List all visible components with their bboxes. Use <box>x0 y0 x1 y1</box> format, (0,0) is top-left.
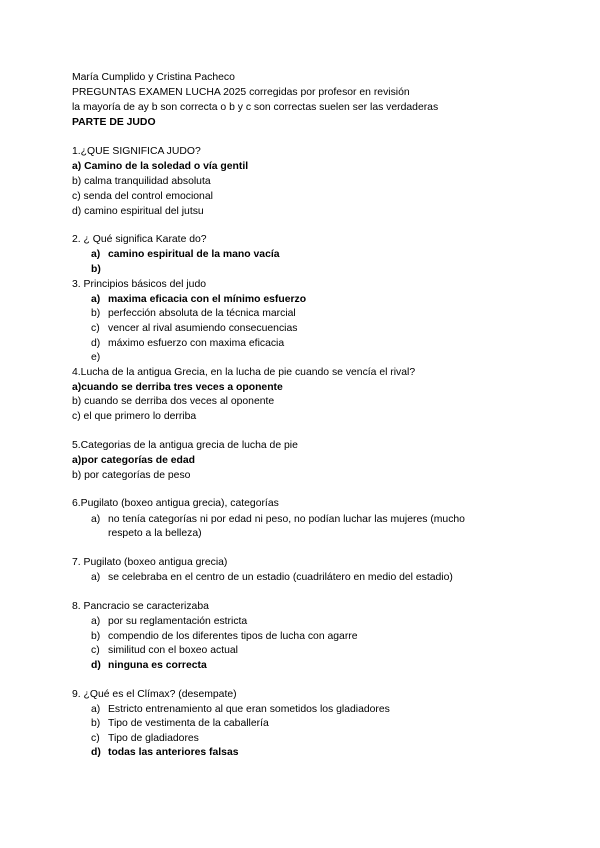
q2-option-a: camino espiritual de la mano vacía <box>108 249 280 260</box>
q3-option-b: perfección absoluta de la técnica marcial <box>108 308 296 319</box>
q1-option-a: a) Camino de la soledad o vía gentil <box>72 161 249 172</box>
q1-option-d: d) camino espiritual del jutsu <box>72 206 204 217</box>
q3-marker-e: e) <box>91 352 101 363</box>
question-6: 6.Pugilato (boxeo antigua grecia), categorías <box>72 498 279 509</box>
q4-option-a: a)cuando se derriba tres veces a oponente <box>72 382 283 393</box>
question-1: 1.¿QUE SIGNIFICA JUDO? <box>72 146 201 157</box>
correction-note: la mayoría de ay b son correcta o b y c son correctas suelen ser las verdaderas <box>72 102 439 113</box>
q9-option-a: Estricto entrenamiento al que eran sometidos los gladiadores <box>108 704 390 715</box>
question-9: 9. ¿Qué es el Clímax? (desempate) <box>72 689 237 700</box>
exam-title: PREGUNTAS EXAMEN LUCHA 2025 corregidas por profesor en revisión <box>72 87 410 98</box>
q3-marker-b: b) <box>91 308 101 319</box>
q7-option-a: se celebraba en el centro de un estadio (cuadrilátero en medio del estadio) <box>108 572 453 583</box>
q3-marker-a: a) <box>91 294 101 305</box>
section-heading: PARTE DE JUDO <box>72 117 156 128</box>
q8-option-c: similitud con el boxeo actual <box>108 645 238 656</box>
q3-option-a: maxima eficacia con el mínimo esfuerzo <box>108 294 307 305</box>
q8-option-d: ninguna es correcta <box>108 660 207 671</box>
question-4: 4.Lucha de la antigua Grecia, en la lucha de pie cuando se vencía el rival? <box>72 367 416 378</box>
q3-marker-d: d) <box>91 338 101 349</box>
q9-option-d: todas las anteriores falsas <box>108 747 239 758</box>
q5-option-a: a)por categorías de edad <box>72 455 195 466</box>
q3-option-c: vencer al rival asumiendo consecuencias <box>108 323 298 334</box>
q3-marker-c: c) <box>91 323 100 334</box>
question-7: 7. Pugilato (boxeo antigua grecia) <box>72 557 228 568</box>
q9-marker-d: d) <box>91 747 101 758</box>
question-8: 8. Pancracio se caracterizaba <box>72 601 209 612</box>
q1-option-b: b) calma tranquilidad absoluta <box>72 176 211 187</box>
authors-line: María Cumplido y Cristina Pacheco <box>72 72 235 83</box>
q8-marker-a: a) <box>91 616 101 627</box>
question-5: 5.Categorias de la antigua grecia de lucha de pie <box>72 440 298 451</box>
q4-option-b: b) cuando se derriba dos veces al oponente <box>72 396 275 407</box>
q2-marker-a: a) <box>91 249 101 260</box>
q8-option-b: compendio de los diferentes tipos de lucha con agarre <box>108 631 358 642</box>
q9-option-b: Tipo de vestimenta de la caballería <box>108 718 269 729</box>
q1-option-c: c) senda del control emocional <box>72 191 213 202</box>
q9-option-c: Tipo de gladiadores <box>108 733 199 744</box>
q8-marker-b: b) <box>91 631 101 642</box>
q6-marker-a: a) <box>91 514 101 525</box>
q9-marker-c: c) <box>91 733 100 744</box>
q6-option-a-line1: no tenía categorías ni por edad ni peso, no podían luchar las mujeres (mucho <box>108 514 465 525</box>
question-2: 2. ¿ Qué significa Karate do? <box>72 234 207 245</box>
q8-marker-d: d) <box>91 660 101 671</box>
q9-marker-b: b) <box>91 718 101 729</box>
q8-option-a: por su reglamentación estricta <box>108 616 248 627</box>
q4-option-c: c) el que primero lo derriba <box>72 411 197 422</box>
q9-marker-a: a) <box>91 704 101 715</box>
q8-marker-c: c) <box>91 645 100 656</box>
question-3: 3. Principios básicos del judo <box>72 279 206 290</box>
q3-option-d: máximo esfuerzo con maxima eficacia <box>108 338 285 349</box>
q5-option-b: b) por categorías de peso <box>72 470 191 481</box>
q7-marker-a: a) <box>91 572 101 583</box>
q6-option-a-line2: respeto a la belleza) <box>108 528 202 539</box>
q2-marker-b: b) <box>91 264 101 275</box>
